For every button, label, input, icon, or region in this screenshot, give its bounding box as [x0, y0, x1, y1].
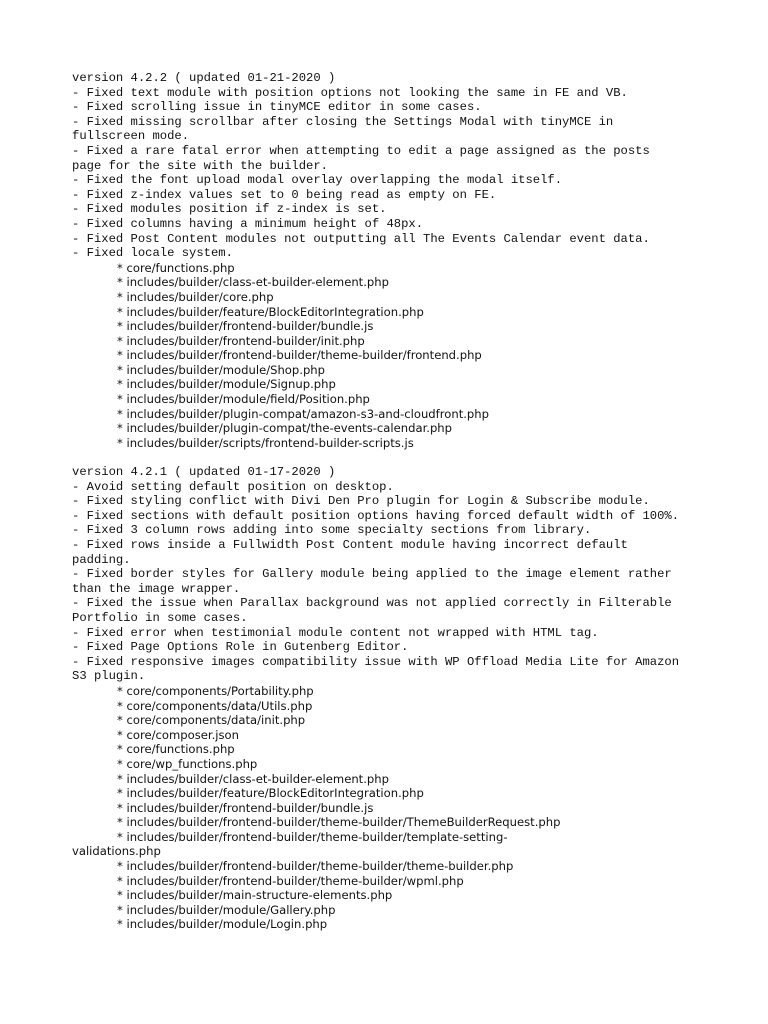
file-entry: * core/functions.php	[117, 742, 235, 757]
changelog-line: - Fixed error when testimonial module content not wrapped with HTML tag.	[72, 625, 599, 640]
file-entry: * includes/builder/plugin-compat/amazon-s3-and-cloudfront.php	[117, 406, 490, 421]
file-entry: * includes/builder/frontend-builder/theme-builder/frontend.php	[117, 348, 482, 363]
changelog-line: - Fixed border styles for Gallery module being applied to the image element rather	[72, 567, 672, 582]
changelog-line: - Fixed scrolling issue in tinyMCE editor in some cases.	[72, 100, 482, 115]
version-header: version 4.2.2 ( updated 01-21-2020 )	[72, 71, 336, 85]
file-entry: * includes/builder/frontend-builder/init.php	[117, 333, 365, 348]
changelog-line: - Fixed modules position if z-index is set.	[72, 202, 387, 217]
file-entry: * includes/builder/frontend-builder/theme-builder/wpml.php	[117, 873, 464, 888]
changelog-line: - Fixed locale system.	[72, 246, 233, 261]
version-header: version 4.2.1 ( updated 01-17-2020 )	[72, 465, 336, 480]
file-entry: * includes/builder/frontend-builder/theme-builder/template-setting-	[117, 829, 508, 844]
changelog-line: fullscreen mode.	[72, 129, 190, 144]
changelog-line: - Fixed styling conflict with Divi Den Pro plugin for Login & Subscribe module.	[72, 494, 650, 509]
file-entry-continuation: validations.php	[72, 844, 161, 859]
file-entry: * includes/builder/module/Signup.php	[117, 377, 336, 392]
changelog-line: S3 plugin.	[72, 669, 146, 684]
changelog-line: - Fixed the issue when Parallax background was not applied correctly in Filterable	[72, 596, 672, 611]
changelog-line: - Fixed a rare fatal error when attempting to edit a page assigned as the posts	[72, 143, 650, 158]
file-entry: * includes/builder/class-et-builder-element.php	[117, 771, 389, 786]
changelog-line: - Fixed z-index values set to 0 being read as empty on FE.	[72, 187, 497, 202]
changelog-line: - Fixed missing scrollbar after closing the Settings Modal with tinyMCE in	[72, 114, 614, 129]
file-entry: * includes/builder/module/Shop.php	[117, 362, 326, 377]
changelog-line: page for the site with the builder.	[72, 158, 328, 173]
changelog-line: - Avoid setting default position on desktop.	[72, 479, 394, 494]
changelog-line: - Fixed columns having a minimum height of 48px.	[72, 216, 424, 231]
file-entry: * core/components/Portability.php	[117, 683, 314, 698]
changelog-line: - Fixed sections with default position options having forced default width of 100%.	[72, 508, 680, 523]
file-entry: * includes/builder/class-et-builder-element.php	[117, 275, 389, 290]
changelog-line: - Fixed Post Content modules not outputting all The Events Calendar event data.	[72, 231, 650, 246]
file-entry: * includes/builder/frontend-builder/bundle.js	[117, 800, 374, 815]
changelog-line: Portfolio in some cases.	[72, 610, 248, 625]
changelog-line: - Fixed the font upload modal overlay overlapping the modal itself.	[72, 173, 563, 188]
file-entry: * includes/builder/feature/BlockEditorIntegration.php	[117, 786, 424, 801]
file-entry: * includes/builder/module/Login.php	[117, 917, 328, 932]
file-entry: * includes/builder/frontend-builder/theme-builder/ThemeBuilderRequest.php	[117, 815, 561, 830]
file-entry: * includes/builder/module/Gallery.php	[117, 902, 336, 917]
changelog-line: - Fixed responsive images compatibility issue with WP Offload Media Lite for Amazon	[72, 654, 680, 669]
changelog-line: - Fixed rows inside a Fullwidth Post Content module having incorrect default	[72, 538, 628, 552]
file-entry: * core/wp_functions.php	[117, 756, 258, 771]
file-entry: * includes/builder/feature/BlockEditorIntegration.php	[117, 304, 424, 319]
file-entry: * includes/builder/main-structure-elements.php	[117, 888, 393, 903]
changelog-line: - Fixed Page Options Role in Gutenberg Editor.	[72, 640, 409, 655]
changelog-line: than the image wrapper.	[72, 581, 241, 596]
changelog-line: padding.	[72, 552, 131, 567]
file-entry: * includes/builder/frontend-builder/bundle.js	[117, 319, 374, 334]
file-entry: * includes/builder/scripts/frontend-builder-scripts.js	[117, 435, 414, 450]
section-spacer	[72, 450, 728, 465]
file-entry: * includes/builder/module/field/Position.php	[117, 392, 370, 407]
file-entry: * includes/builder/plugin-compat/the-events-calendar.php	[117, 421, 453, 436]
file-entry: * includes/builder/core.php	[117, 289, 274, 304]
file-entry: * core/functions.php	[117, 260, 235, 275]
changelog-line: - Fixed 3 column rows adding into some specialty sections from library.	[72, 523, 592, 538]
file-entry: * core/components/data/Utils.php	[117, 698, 313, 713]
file-entry: * core/composer.json	[117, 727, 239, 742]
file-entry: * includes/builder/frontend-builder/theme-builder/theme-builder.php	[117, 859, 514, 874]
changelog-line: - Fixed text module with position options not looking the same in FE and VB.	[72, 85, 628, 100]
file-entry: * core/components/data/init.php	[117, 713, 306, 728]
